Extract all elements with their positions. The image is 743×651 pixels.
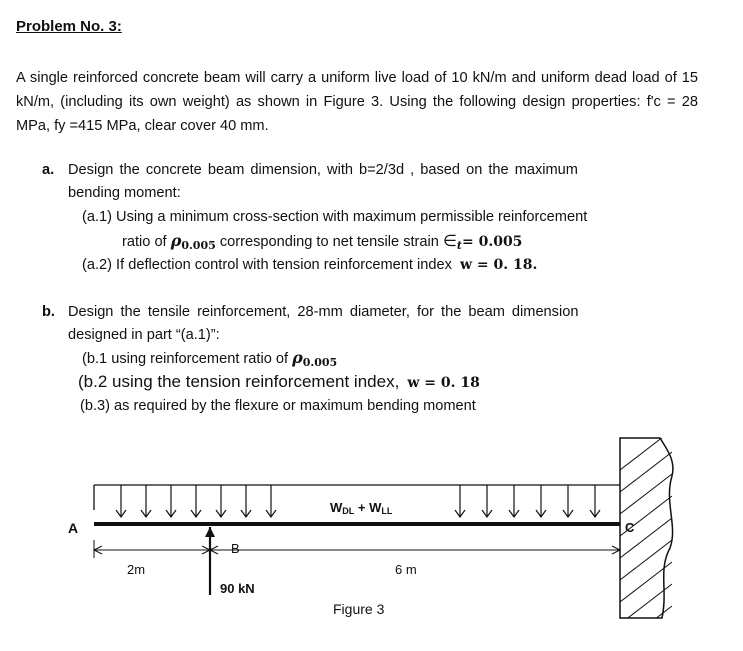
rho-subscript: 0.005 xyxy=(181,239,216,252)
part-a-line1-text: Design the concrete beam dimension, with b=2/3d , based on the maximum xyxy=(68,162,578,178)
part-b-line2: designed in part “(a.1)”: xyxy=(68,327,220,343)
part-b-line1: Design the tensile reinforcement, 28-mm diameter, for the beam dimension xyxy=(68,304,579,320)
a2-line xyxy=(82,255,537,275)
a1-line1: (a.1) Using a minimum cross-section with maximum permissible reinforcement xyxy=(82,209,588,225)
load-arrow xyxy=(563,485,573,517)
b1-rho-subscript: 0.005 xyxy=(302,356,338,369)
figure-3-diagram xyxy=(0,430,743,651)
epsilon-value: = 0.005 xyxy=(461,234,523,250)
load-arrow xyxy=(590,485,600,517)
dimension-line xyxy=(94,540,620,558)
point-a-label: A xyxy=(68,520,79,536)
load-arrow xyxy=(241,485,251,517)
a2-text: (a.2) If deflection control with tension reinforcement index xyxy=(82,257,452,273)
beam xyxy=(94,522,620,526)
b1-rho-symbol: ρ xyxy=(292,348,303,367)
dimension-6m: 6 m xyxy=(395,562,417,577)
problem-intro: A single reinforced concrete beam will carry a uniform live load of 10 kN/m and uniform dead load of 15 kN/m, (including its own weight) as shown in Figure 3. Using the following design properties: f'c = 28 MPa, fy =415 MPa, clear cover 40 mm. xyxy=(16,70,698,134)
fixed-wall xyxy=(620,430,673,646)
dimension-2m: 2m xyxy=(127,562,146,577)
part-a-label: a. xyxy=(42,162,55,178)
load-arrow xyxy=(216,485,226,517)
load-arrow xyxy=(455,485,465,517)
load-arrow xyxy=(509,485,519,517)
b3-line: (b.3) as required by the flexure or maximum bending moment xyxy=(80,398,476,414)
b2-text: (b.2 using the tension reinforcement index, xyxy=(78,372,400,391)
load-arrow xyxy=(141,485,151,517)
b1-line xyxy=(82,348,337,373)
part-b-label: b. xyxy=(42,304,55,320)
load-arrow xyxy=(166,485,176,517)
reaction-label: 90 kN xyxy=(220,581,255,596)
load-label: WDL + WLL xyxy=(330,500,393,516)
figure-caption: Figure 3 xyxy=(333,601,385,617)
part-a-line1 xyxy=(68,160,698,180)
load-arrow xyxy=(536,485,546,517)
load-arrow xyxy=(191,485,201,517)
b2-math: w = 0. 18 xyxy=(407,375,480,391)
epsilon-symbol: ∈ xyxy=(442,233,457,250)
reaction-arrow xyxy=(205,527,215,595)
a1-ratio-prefix: ratio of xyxy=(122,234,167,250)
a1-line2 xyxy=(122,231,522,256)
part-a-line2: bending moment: xyxy=(68,185,181,201)
rho-symbol: ρ xyxy=(170,231,182,250)
load-arrow xyxy=(482,485,492,517)
b1-text: (b.1 using reinforcement ratio of xyxy=(82,351,289,367)
b2-line xyxy=(78,372,480,393)
a1-strain-text: corresponding to net tensile strain xyxy=(219,234,439,250)
point-b-label: B xyxy=(231,541,240,556)
a2-math: w = 0. 18. xyxy=(459,257,538,273)
point-c-label: C xyxy=(625,520,635,535)
epsilon-subscript: t xyxy=(456,239,462,252)
problem-heading: Problem No. 3: xyxy=(16,18,122,35)
load-arrow xyxy=(266,485,276,517)
load-arrow xyxy=(116,485,126,517)
